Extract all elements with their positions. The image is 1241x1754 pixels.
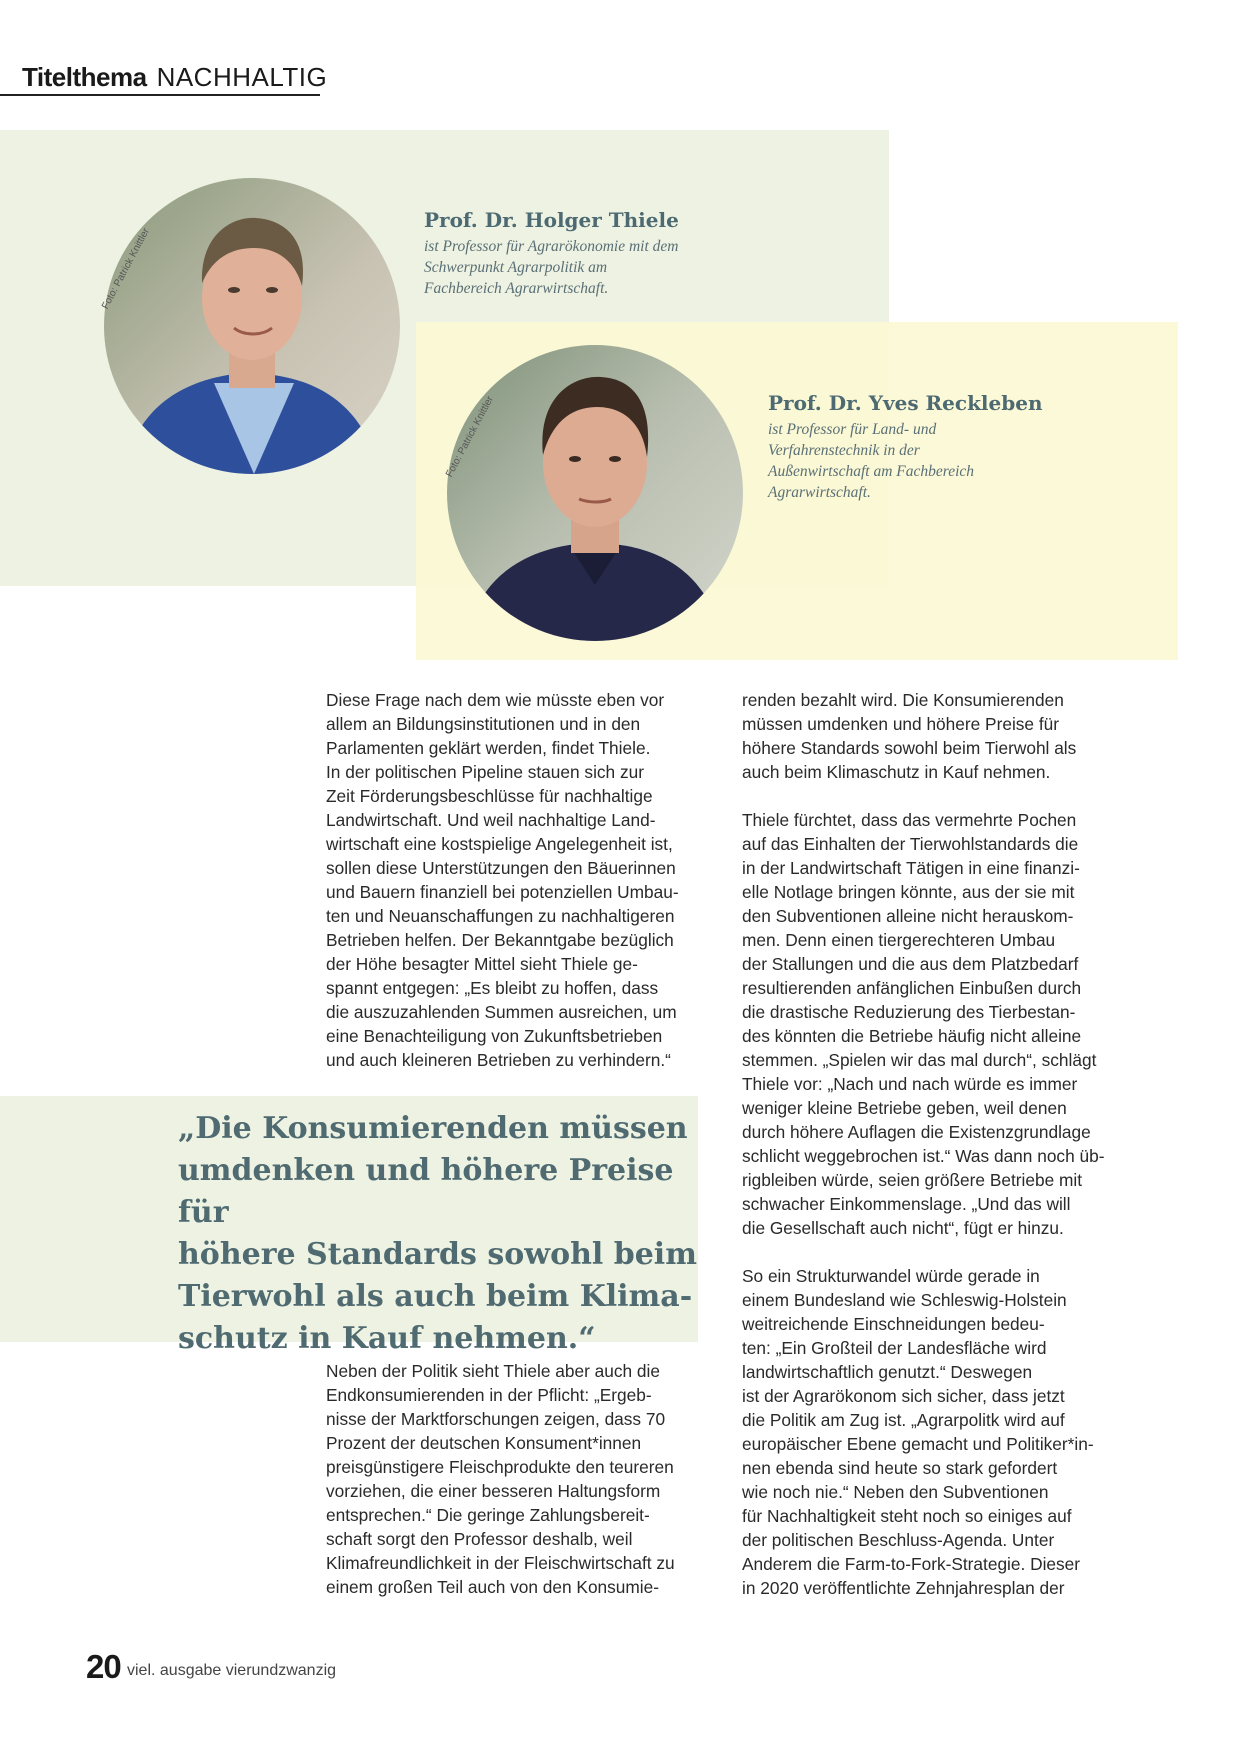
page-number: 20: [86, 1648, 121, 1685]
profile-role-reckleben: ist Professor für Land- und Verfahrenstechnik in der Außenwirtschaft am Fachbereich Agrarwirtschaft.: [768, 421, 975, 501]
body-column-1-top: Diese Frage nach dem wie müsste eben vor allem an Bildungsinstitutionen und in den Parlamenten geklärt werden, findet Thiele. In der politischen Pipeline stauen sich zur Zeit Förderungsbeschlüsse für nachhaltige Landwirtschaft. Und weil nachhaltige Land- wirtschaft eine kostspielige Angelegenheit ist, sollen diese Unterstützungen den Bäuerinnen und Bauern finanziell bei potenziellen Umbau- ten und Neuanschaffungen zu nachhaltigeren Betrieben helfen. Der Bekanntgabe bezüglich der Höhe besagter Mittel sieht Thiele ge- spannt entgegen: „Es bleibt zu hoffen, dass die auszuzahlenden Summen ausreichen, um eine Benachteiligung von Zukunftsbetrieben und auch kleineren Betrieben zu verhindern.“: [326, 690, 679, 1070]
topic-label: NACHHALTIG: [156, 62, 328, 92]
profile-name-thiele: Prof. Dr. Holger Thiele: [424, 208, 679, 232]
section-label: Titelthema: [22, 62, 147, 92]
body-column-1-bottom: Neben der Politik sieht Thiele aber auch die Endkonsumierenden in der Pflicht: „Ergeb- nisse der Marktforschungen zeigen, dass 70 Prozent der deutschen Konsument*innen preisgünstigere Fleischprodukte den teureren vorziehen, die einer besseren Haltungsform entsprechen.“ Die geringe Zahlungsbereit- schaft sorgt den Professor deshalb, weil Klimafreundlichkeit in der Fleischwirtschaft zu einem großen Teil auch von den Konsumie-: [326, 1361, 675, 1597]
photo-credit-thiele: Foto: Patrick Knittler: [100, 226, 152, 312]
profile-role-thiele: ist Professor für Agrarökonomie mit dem Schwerpunkt Agrarpolitik am Fachbereich Agrarwirtschaft.: [424, 238, 679, 297]
profile-name-reckleben: Prof. Dr. Yves Reckleben: [768, 391, 1043, 415]
body-column-2: renden bezahlt wird. Die Konsumierenden müssen umdenken und höhere Preise für höhere Standards sowohl beim Tierwohl als auch beim Klimaschutz in Kauf nehmen. Thiele fürchtet, dass das vermehrte Pochen auf das Einhalten der Tierwohlstandards die in der Landwirtschaft Tätigen in eine finanzi- elle Notlage bringen könnte, aus der sie mit den Subventionen alleine nicht herauskom- men. Denn einen tiergerechteren Umbau der Stallungen und die aus dem Platzbedarf resultierenden anfänglichen Einbußen durch die drastische Reduzierung des Tierbestan- des könnten die Betriebe häufig nicht alleine stemmen. „Spielen wir das mal durch“, schlägt Thiele vor: „Nach und nach würde es immer weniger kleine Betriebe geben, weil denen durch höhere Auflagen die Existenzgrundlage schlicht weggebrochen ist.“ Was dann noch üb- rigbleiben würde, seien größere Betriebe mit schwacher Einkommenslage. „Und das will die Gesellschaft auch nicht“, fügt er hinzu. So ein Strukturwandel würde gerade in einem Bundesland wie Schleswig-Holstein weitreichende Einschneidungen bedeu- ten: „Ein Großteil der Landesfläche wird landwirtschaftlich genutzt.“ Deswegen ist der Agrarökonom sich sicher, dass jetzt die Politik am Zug ist. „Agrarpolitk wird auf europäischer Ebene gemacht und Politiker*in- nen ebenda sind heute so stark gefordert wie noch nie.“ Neben den Subventionen für Nachhaltigkeit steht noch so einiges auf der politischen Beschluss-Agenda. Unter Anderem die Farm-to-Fork-Strategie. Dieser in 2020 veröffentlichte Zehnjahresplan der: [742, 690, 1105, 1598]
photo-credit-reckleben: Foto: Patrick Knittler: [444, 394, 496, 480]
publication-name: viel. ausgabe vierundzwanzig: [127, 1662, 337, 1679]
portrait-reckleben-image: [447, 345, 743, 641]
portrait-thiele-image: [104, 178, 400, 474]
header-rule: [0, 94, 320, 96]
portrait-thiele: [104, 178, 400, 474]
section-header: [22, 62, 327, 92]
pull-quote: „Die Konsumierenden müssen umdenken und höhere Preise für höhere Standards sowohl beim Tierwohl als auch beim Klima- schutz in Kauf nehmen.“: [178, 1111, 697, 1356]
portrait-reckleben: [447, 345, 743, 641]
